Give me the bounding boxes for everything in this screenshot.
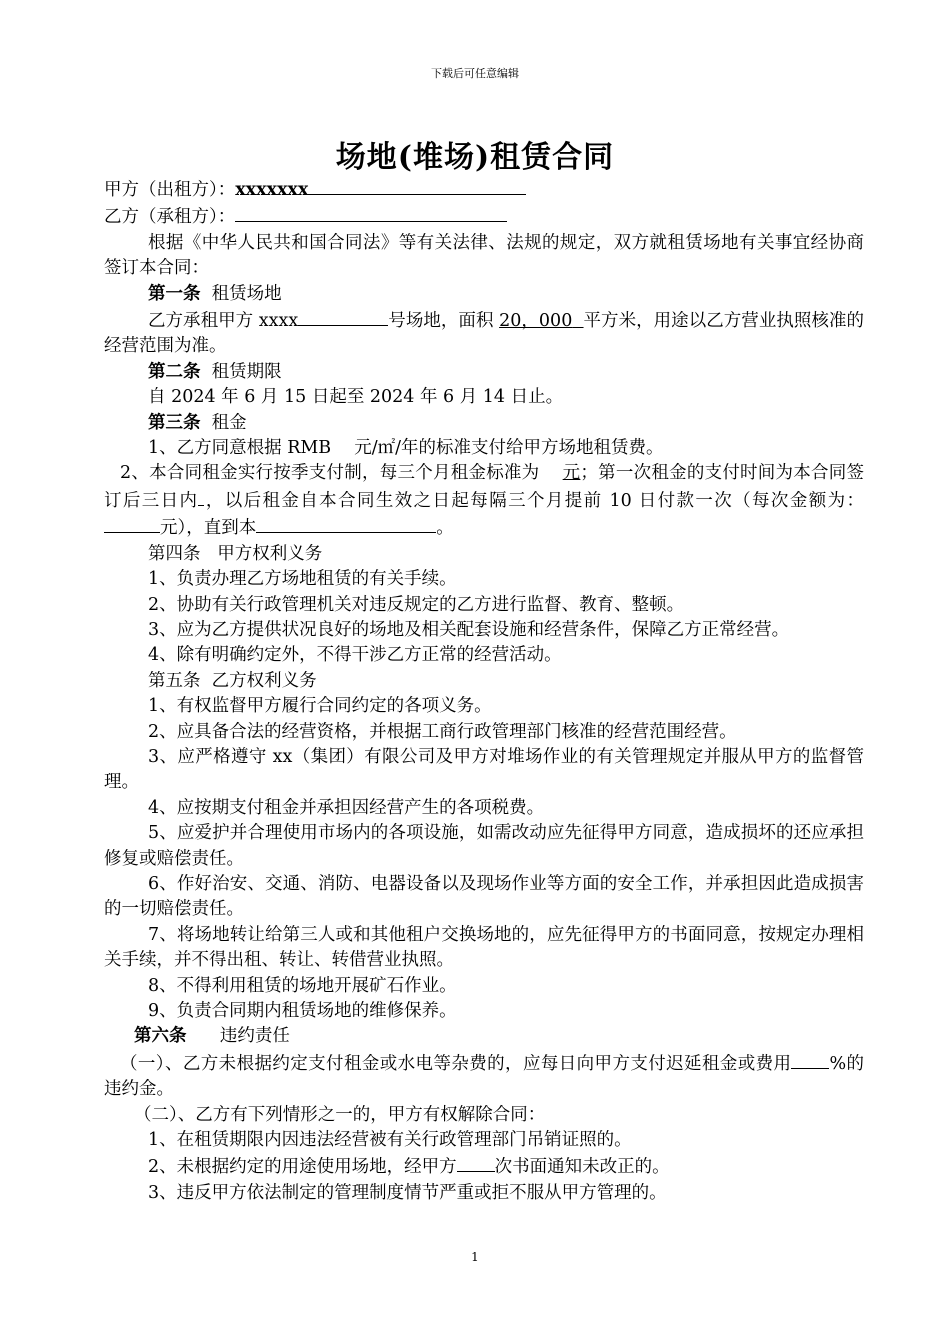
notice-count-blank [457, 1153, 495, 1172]
contract-body [104, 176, 864, 1206]
article-5-item: 4、应按期支付租金并承担因经营产生的各项税费。 [148, 797, 545, 818]
quarter-rent-unit: 元 [562, 463, 581, 484]
article-3-item-2-d: 元），直到本 [160, 518, 257, 539]
document-title: 场地(堆场)租赁合同 [335, 140, 615, 175]
article-6-heading [104, 1024, 864, 1049]
article-6-item-2-b: 次书面通知未改正的。 [494, 1157, 670, 1178]
article-4-heading [104, 542, 864, 567]
article-2-heading [104, 360, 864, 385]
article-6-head: 第六条 [134, 1026, 187, 1047]
article-4-item: 4、除有明确约定外，不得干涉乙方正常的经营活动。 [148, 645, 562, 666]
article-2-text: 自 2024 年 6 月 15 日起至 2024 年 6 月 14 日止。 [148, 387, 564, 408]
article-5-item: 5、应爱护并合理使用市场内的各项设施，如需改动应先征得甲方同意，造成损坏的还应承担修复或赔偿责任。 [104, 823, 864, 869]
article-5-item: 8、不得利用租赁的场地开展矿石作业。 [148, 975, 457, 996]
article-5-item: 6、作好治安、交通、消防、电器设备以及现场作业等方面的安全工作，并承担因此造成损害的一切赔偿责任。 [104, 873, 864, 920]
site-number-blank [298, 307, 388, 326]
article-3-heading [104, 411, 864, 436]
article-2-title: 租赁期限 [211, 361, 282, 382]
article-1-heading [104, 282, 864, 307]
area-value: 20，000 [499, 311, 573, 332]
party-a-blank [308, 176, 526, 195]
article-4-item: 2、协助有关行政管理机关对违反规定的乙方进行监督、教育、整顿。 [148, 594, 685, 615]
article-5-item: 1、有权监督甲方履行合同约定的各项义务。 [148, 696, 492, 717]
article-6-clause-1 [104, 1050, 864, 1103]
party-a-line [104, 176, 864, 203]
article-5-item: 7、将场地转让给第三人或和其他租户交换场地的，应先征得甲方的书面同意，按规定办理相关手续，并不得出租、转让、转借营业执照。 [104, 924, 864, 971]
article-1-text-c: 平方米，用途以乙方营业执照核准的经营范围为准。 [104, 311, 864, 357]
article-4-item: 1、负责办理乙方场地租赁的有关手续。 [148, 569, 457, 590]
article-5-item: 9、负责合同期内租赁场地的维修保养。 [148, 1001, 457, 1021]
article-4-head: 第四条 [148, 543, 201, 564]
article-1-text-a: 乙方承租甲方 xxxx [148, 311, 299, 332]
party-a-label: 甲方（出租方）： [104, 180, 236, 200]
party-b-line [104, 203, 864, 230]
article-1-title: 租赁场地 [211, 283, 282, 304]
article-6-title: 违约责任 [219, 1026, 290, 1047]
article-3-item-2-c: ，以后租金自本合同生效之日起每隔三个月提前 10 日付款一次（每次金额为： [204, 490, 864, 511]
article-5-heading [104, 669, 864, 694]
article-6-clause-1-a: （一）、乙方未根据约定支付租金或水电等杂费的，应每日向甲方支付迟延租金或费用 [120, 1053, 792, 1074]
until-blank [256, 514, 436, 533]
article-1-text [104, 307, 864, 360]
article-6-item-2-a: 2、未根据约定的用途使用场地，经甲方 [148, 1157, 457, 1178]
party-a-value: xxxxxxx [235, 180, 309, 200]
intro-paragraph: 根据《中华人民共和国合同法》等有关法律、法规的规定，双方就租赁场地有关事宜经协商签订本合同： [104, 232, 864, 279]
article-6-clause-1-b: %的违约金。 [104, 1053, 864, 1100]
article-6-item-1: 1、在租赁期限内因违法经营被有关行政管理部门吊销证照的。 [148, 1130, 632, 1151]
party-b-blank [235, 203, 507, 222]
article-3-title: 租金 [211, 412, 247, 433]
payment-amount-blank [104, 514, 160, 533]
page-number: 1 [471, 1250, 479, 1264]
article-1-head: 第一条 [148, 283, 201, 304]
article-5-title: 乙方权利义务 [211, 670, 317, 691]
article-6-clause-2: （二）、乙方有下列情形之一的，甲方有权解除合同： [134, 1104, 546, 1125]
penalty-rate-blank [791, 1050, 829, 1069]
article-3-item-2-e: 。 [436, 518, 454, 539]
article-2-head: 第二条 [148, 361, 201, 382]
article-3-item-1: 1、乙方同意根据 RMB 元/㎡/年的标准支付给甲方场地租赁费。 [148, 438, 664, 459]
article-6-item-3: 3、违反甲方依法制定的管理制度情节严重或拒不服从甲方管理的。 [148, 1182, 667, 1203]
article-5-item: 2、应具备合法的经营资格，并根据工商行政管理部门核准的经营范围经营。 [148, 721, 737, 742]
article-3-item-2 [104, 461, 864, 541]
article-3-item-2-b: ；第一次租金的支付时间为本合同签订后三日内 [104, 463, 865, 511]
party-b-label: 乙方（承租方）： [104, 207, 236, 228]
article-6-item-2 [104, 1153, 864, 1180]
header-note: 下载后可任意编辑 [431, 67, 519, 80]
article-4-title: 甲方权利义务 [217, 543, 323, 564]
article-4-item: 3、应为乙方提供状况良好的场地及相关配套设施和经营条件，保障乙方正常经营。 [148, 619, 790, 640]
article-5-head: 第五条 [148, 670, 201, 691]
article-3-head: 第三条 [148, 412, 201, 433]
article-5-item: 3、应严格遵守 xx（集团）有限公司及甲方对堆场作业的有关管理规定并服从甲方的监督管理。 [104, 746, 864, 793]
article-3-item-2-a: 2、本合同租金实行按季支付制，每三个月租金标准为 [120, 463, 540, 484]
article-1-text-b: 号场地，面积 [388, 311, 494, 332]
